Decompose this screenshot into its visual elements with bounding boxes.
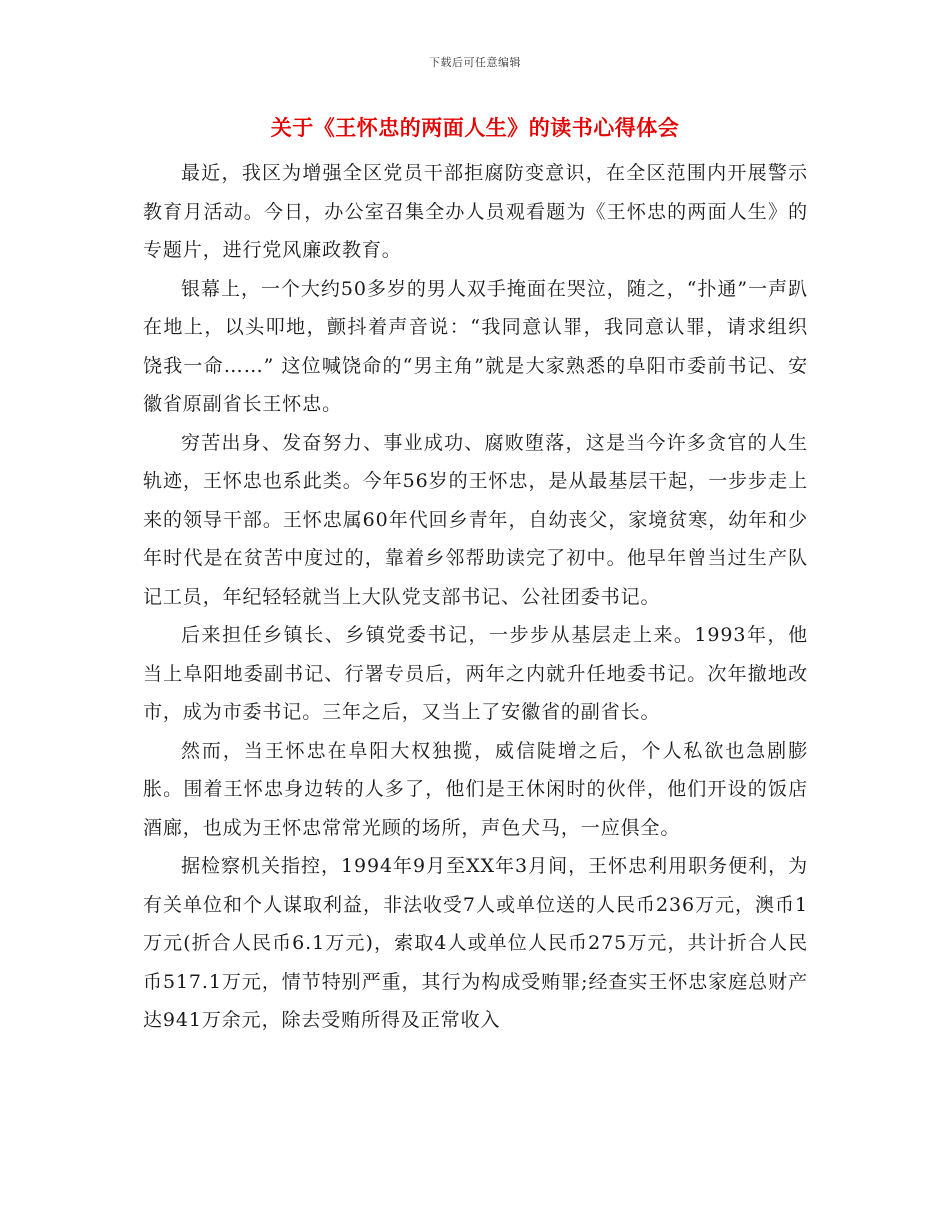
page-header-note: 下载后可任意编辑: [429, 56, 521, 69]
paragraph-1: 最近，我区为增强全区党员干部拒腐防变意识，在全区范围内开展警示教育月活动。今日，办公室召集全办人员观看题为《王怀忠的两面人生》的专题片，进行党风廉政教育。: [143, 162, 808, 261]
document-title: 关于《王怀忠的两面人生》的读书心得体会: [270, 115, 680, 140]
paragraph-2: 银幕上，一个大约50多岁的男人双手掩面在哭泣，随之，“扑通”一声趴在地上，以头叩地，颤抖着声音说：“我同意认罪，我同意认罪，请求组织饶我一命……” 这位喊饶命的“男主角”就是大家熟悉的阜阳市委前书记、安徽省原副省长王怀忠。: [143, 277, 808, 415]
paragraph-5: 然而，当王怀忠在阜阳大权独揽，威信陡增之后，个人私欲也急剧膨胀。围着王怀忠身边转的人多了，他们是王休闲时的伙伴，他们开设的饭店酒廊，也成为王怀忠常常光顾的场所，声色犬马，一应俱全。: [143, 739, 808, 839]
paragraph-3: 穷苦出身、发奋努力、事业成功、腐败堕落，这是当今许多贪官的人生轨迹，王怀忠也系此类。今年56岁的王怀忠，是从最基层干起，一步步走上来的领导干部。王怀忠属60年代回乡青年，自幼丧父，家境贫寒，幼年和少年时代是在贫苦中度过的，靠着乡邻帮助读完了初中。他早年曾当过生产队记工员，年纪轻轻就当上大队党支部书记、公社团委书记。: [143, 431, 808, 608]
paragraph-4: 后来担任乡镇长、乡镇党委书记，一步步从基层走上来。1993年，他当上阜阳地委副书记、行署专员后，两年之内就升任地委书记。次年撤地改市，成为市委书记。三年之后，又当上了安徽省的副省长。: [143, 624, 808, 723]
document-body: [143, 154, 808, 1040]
paragraph-6: 据检察机关指控，1994年9月至XX年3月间，王怀忠利用职务便利，为有关单位和个人谋取利益，非法收受7人或单位送的人民币236万元，澳币1万元(折合人民币6.1万元)，索取4人或单位人民币275万元，共计折合人民币517.1万元，情节特别严重，其行为构成受贿罪;经查实王怀忠家庭总财产达941万余元，除去受贿所得及正常收入: [143, 855, 808, 1031]
